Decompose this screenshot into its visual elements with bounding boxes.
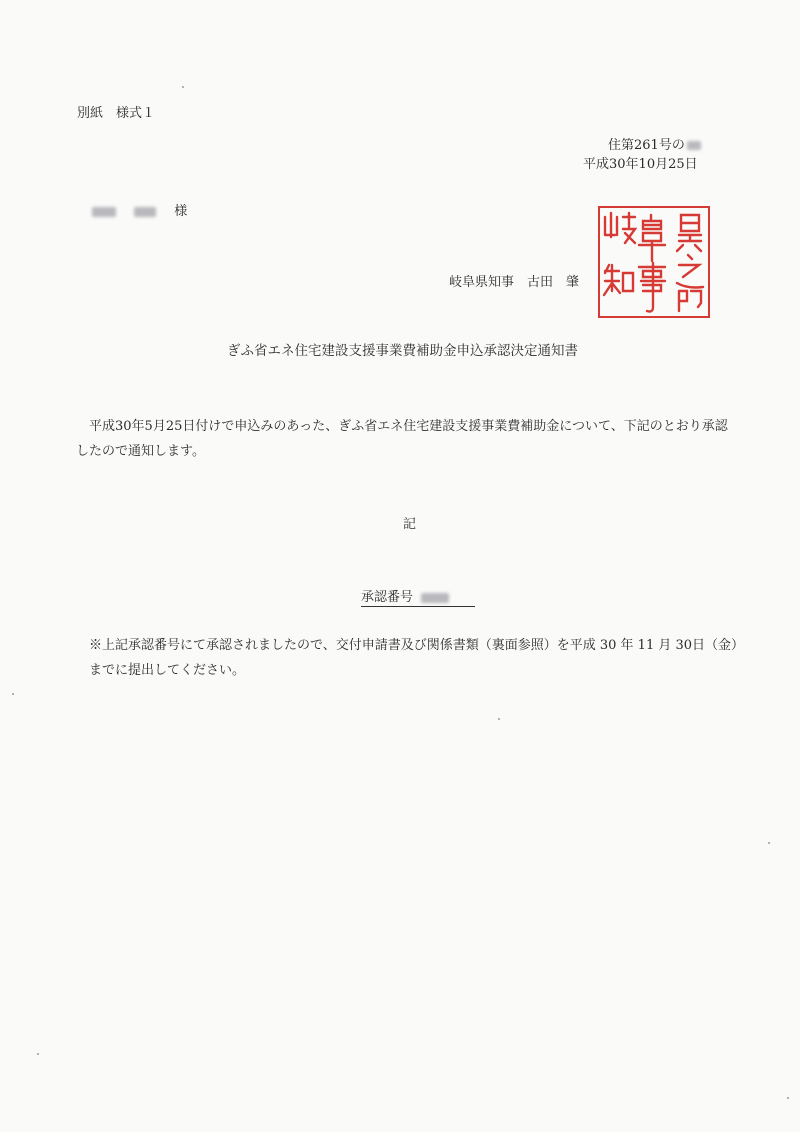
body-paragraph — [76, 414, 740, 464]
scan-speck — [182, 86, 184, 88]
recipient-honorific: 様 — [174, 204, 188, 219]
scan-speck — [787, 1097, 789, 1099]
scan-speck — [768, 842, 770, 844]
body-text: 平成30年5月25日付けで申込みのあった、ぎふ省エネ住宅建設支援事業費補助金について、下記のとおり承認したので通知します。 — [76, 419, 728, 459]
document-number — [608, 139, 701, 152]
approval-number — [361, 591, 475, 607]
ki-heading: 記 — [403, 517, 417, 532]
form-label: 別紙 様式１ — [77, 106, 156, 121]
official-seal — [595, 203, 713, 321]
issue-date: 平成30年10月25日 — [583, 157, 698, 172]
redacted-recipient-surname — [92, 207, 116, 217]
sender-title-name: 岐阜県知事 古田 肇 — [449, 275, 580, 290]
redacted-recipient-given-name — [134, 207, 156, 217]
note-paragraph — [89, 633, 741, 683]
document-title: ぎふ省エネ住宅建設支援事業費補助金申込承認決定通知書 — [227, 343, 578, 359]
redacted-number — [687, 141, 701, 150]
document-number-prefix: 住第261号の — [608, 138, 685, 153]
scan-speck — [12, 693, 14, 695]
recipient — [92, 205, 187, 218]
scan-speck — [498, 718, 500, 720]
scan-speck — [37, 1053, 39, 1055]
note-text: ※上記承認番号にて承認されましたので、交付申請書及び関係書類（裏面参照）を平成 30 年 11 月 30日（金）までに提出してください。 — [89, 638, 738, 678]
approval-number-label: 承認番号 — [361, 590, 414, 605]
redacted-approval-number — [421, 593, 449, 603]
